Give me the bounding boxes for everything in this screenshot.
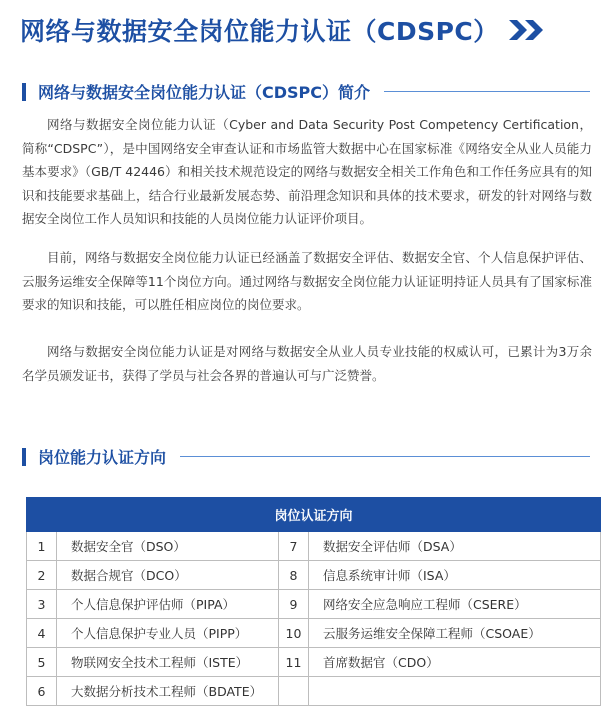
row-number: 3 xyxy=(27,590,57,619)
intro-heading: 网络与数据安全岗位能力认证（CDSPC）简介 xyxy=(38,83,371,102)
intro-paragraph-2: 目前，网络与数据安全岗位能力认证已经涵盖了数据安全评估、数据安全官、个人信息保护评估、云服务运维安全保障等11个岗位方向。通过网络与数据安全岗位能力认证证明持证人员具有了国家标准要求的知识和技能，可以胜任相应岗位的岗位要求。 xyxy=(22,250,592,312)
directions-section-heading xyxy=(22,445,590,468)
direction-name: 个人信息保护评估师（PIPA） xyxy=(57,590,279,619)
table-row xyxy=(27,677,601,706)
directions-table xyxy=(26,497,601,706)
direction-name: 数据安全官（DSO） xyxy=(57,532,279,561)
heading-rule xyxy=(180,456,590,457)
table-row xyxy=(27,561,601,590)
direction-name: 个人信息保护专业人员（PIPP） xyxy=(57,619,279,648)
row-number: 10 xyxy=(279,619,309,648)
table-row xyxy=(27,532,601,561)
table-header: 岗位认证方向 xyxy=(27,498,601,532)
table-header-row xyxy=(27,498,601,532)
row-number: 1 xyxy=(27,532,57,561)
heading-rule xyxy=(384,91,590,92)
direction-name: 数据安全评估师（DSA） xyxy=(309,532,601,561)
row-number: 4 xyxy=(27,619,57,648)
double-chevron-right-icon xyxy=(507,19,547,41)
row-number: 2 xyxy=(27,561,57,590)
row-number: 9 xyxy=(279,590,309,619)
table-row xyxy=(27,648,601,677)
heading-bar xyxy=(22,83,26,101)
directions-heading: 岗位能力认证方向 xyxy=(38,448,167,467)
intro-paragraph-3: 网络与数据安全岗位能力认证是对网络与数据安全从业人员专业技能的权威认可，已累计为3万余名学员颁发证书，获得了学员与社会各界的普遍认可与广泛赞誉。 xyxy=(22,344,592,383)
intro-section-heading xyxy=(22,80,590,103)
row-number: 6 xyxy=(27,677,57,706)
heading-bar xyxy=(22,448,26,466)
row-number: 5 xyxy=(27,648,57,677)
page-title-block xyxy=(20,12,547,48)
table-row xyxy=(27,619,601,648)
row-number: 7 xyxy=(279,532,309,561)
row-number: 8 xyxy=(279,561,309,590)
direction-name: 数据合规官（DCO） xyxy=(57,561,279,590)
direction-name: 首席数据官（CDO） xyxy=(309,648,601,677)
direction-name: 大数据分析技术工程师（BDATE） xyxy=(57,677,279,706)
row-number: 11 xyxy=(279,648,309,677)
row-number xyxy=(279,677,309,706)
direction-name: 物联网安全技术工程师（ISTE） xyxy=(57,648,279,677)
direction-name: 云服务运维安全保障工程师（CSOAE） xyxy=(309,619,601,648)
direction-name: 信息系统审计师（ISA） xyxy=(309,561,601,590)
intro-paragraph-1: 网络与数据安全岗位能力认证（Cyber and Data Security Post Competency Certification，简称“CDSPC”），是中国网络安全审查认证和市场监管大数据中心在国家标准《网络安全从业人员能力基本要求》（GB/T 42446）和相关技术规范设定的网络与数据安全相关工作角色和工作任务应具有的知识和技能要求基础上，结合行业最新发展态势、前沿理念知识和具体的技术要求，研发的针对网络与数据安全岗位工作人员知识和技能的人员岗位能力认证评价项目。 xyxy=(22,117,592,226)
page-title: 网络与数据安全岗位能力认证（CDSPC） xyxy=(20,17,499,46)
direction-name xyxy=(309,677,601,706)
direction-name: 网络安全应急响应工程师（CSERE） xyxy=(309,590,601,619)
table-row xyxy=(27,590,601,619)
